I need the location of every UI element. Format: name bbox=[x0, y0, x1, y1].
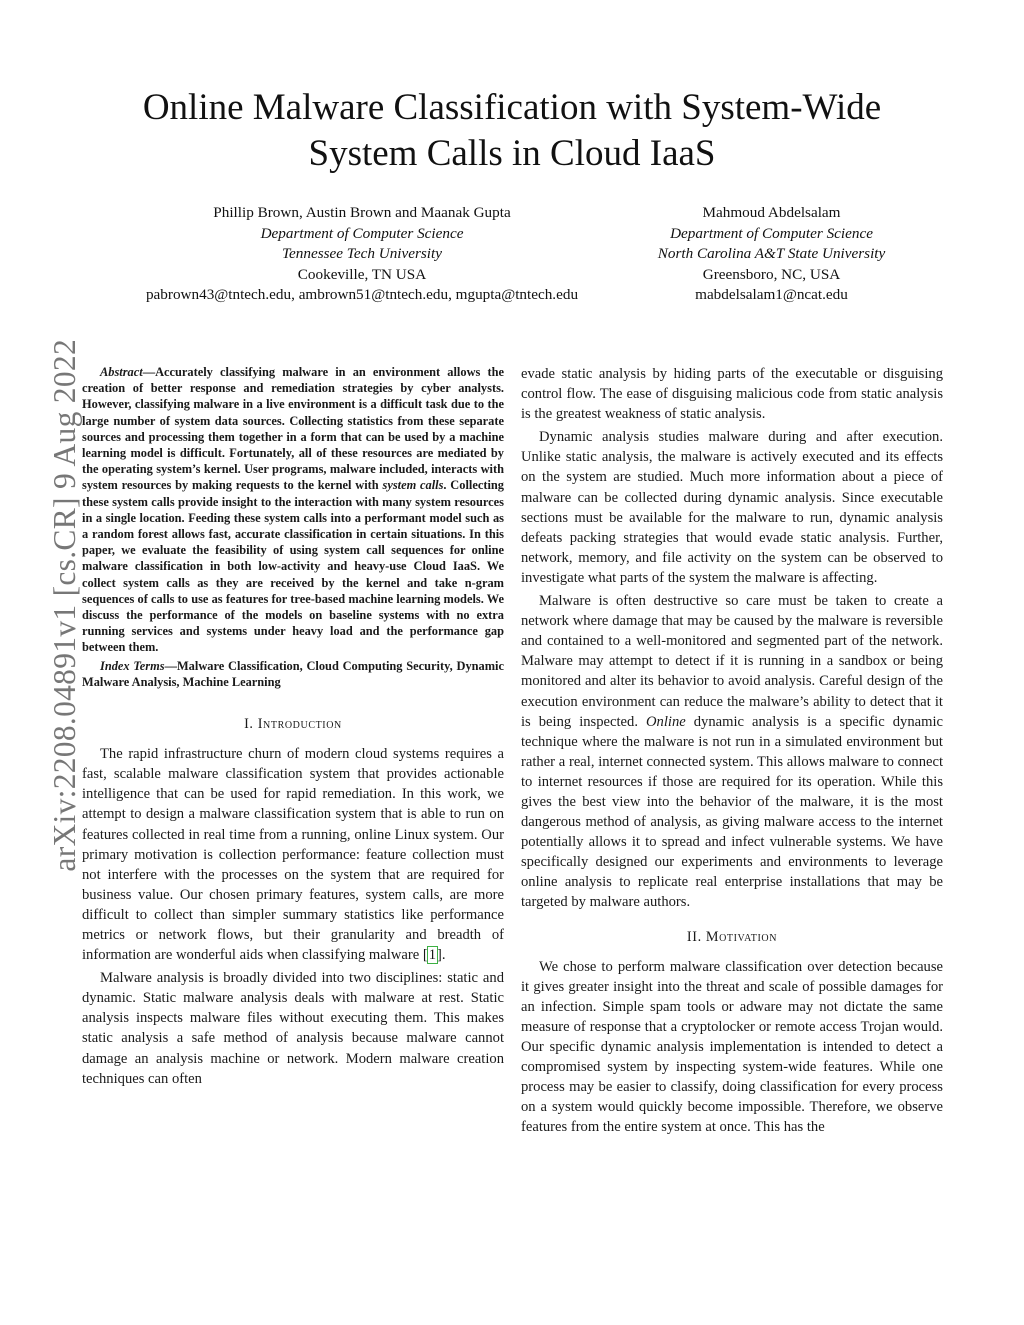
author-block-right bbox=[620, 203, 923, 306]
section-heading-motivation bbox=[521, 927, 943, 947]
abstract-emphasis: system calls bbox=[382, 478, 444, 493]
author-location: Greensboro, NC, USA bbox=[702, 265, 841, 283]
section-heading-introduction bbox=[82, 714, 504, 734]
paragraph-continuation: evade static analysis by hiding parts of the executable or disguising control flow. The ease of disguising malicious code from static analysis is the greatest weakness of static analysis. bbox=[521, 366, 943, 423]
index-terms-text: —Malware Classification, Cloud Computing Security, Dynamic Malware Analysis, Machine Learning bbox=[82, 658, 504, 689]
paper-title-line-1: Online Malware Classification with System-Wide bbox=[142, 87, 882, 128]
abstract-text-part-1: —Accurately classifying malware in an environment allows the creation of better response and remediation strategies by cyber analysts. However, classifying malware in a live environment is a difficult task due to the large number of system data sources. Collecting statistics from these separate sources and processing them together in a form that can be used by a machine learning model is difficult. Fortunately, all of these resources are mediated by the operating system’s kernel. User programs, malware included, interacts with system resources by making requests to the kernel with bbox=[82, 365, 504, 493]
author-department: Department of Computer Science bbox=[260, 224, 464, 242]
paragraph-text: dynamic analysis is a specific dynamic technique where the malware is not run in a simulated environment but rather a real, internet connected system. This allows malware to connect to internet resources if those are required for its operation. While this gives the best view into the behavior of the malware, it is the most dangerous method of analysis, as giving malware access to the internet potentially allows it to spread and infect vulnerable systems. We have specifically designed our experiments and environments to leverage online analysis to replicate real enterprise installations that may be targeted by malware authors. bbox=[521, 713, 943, 911]
citation-link[interactable]: 1 bbox=[428, 947, 436, 964]
left-column bbox=[82, 364, 504, 1089]
right-column bbox=[521, 364, 943, 1137]
paper-title-line-2: System Calls in Cloud IaaS bbox=[308, 133, 716, 174]
paragraph-text: The rapid infrastructure churn of modern cloud systems requires a fast, scalable malware classification system that provides actionable intelligence that can be used for rapid remediation. In this work, we attempt to design a malware classification system that is able to run on features collected in real time from a running, online Linux system. Our primary motivation is collection performance: feature collection must not interfere with the processes on the system that are required for business value. Our chosen primary features, system calls, are more difficult to collect than simpler summary statistics like performance metrics or network flows, but their granularity and breadth of information are wonderful aids when classifying malware [ bbox=[82, 746, 504, 964]
introduction-paragraph-2: Malware analysis is broadly divided into two disciplines: static and dynamic. Static malware analysis deals with malware at rest. Static analysis inspects malware files without executing them. This makes static analysis a safe method of analysis because malware cannot damage an analysis machine or network. Modern malware creation techniques can often bbox=[82, 970, 504, 1087]
section-title: Introduction bbox=[257, 716, 342, 733]
author-department: Department of Computer Science bbox=[670, 224, 873, 242]
section-title: Motivation bbox=[705, 928, 778, 945]
online-analysis-paragraph bbox=[521, 591, 943, 913]
dynamic-analysis-paragraph: Dynamic analysis studies malware during and after execution. Unlike static analysis, the malware is actively executed and its effects on the system are studied. Much more information about a piece of malware can be collected during dynamic analysis. Since executable sections must be available for the malware to run, dynamic analysis defeats packing strategies that would evade static analysis. Further, network, memory, and file activity on the system can be observed to investigate what parts of the system the malware is affecting. bbox=[521, 429, 943, 586]
author-university: Tennessee Tech University bbox=[281, 245, 442, 263]
author-block-left bbox=[100, 203, 624, 306]
author-university: North Carolina A&T State University bbox=[657, 245, 886, 263]
paragraph-emphasis: Online bbox=[646, 713, 686, 730]
index-terms-label: Index Terms bbox=[100, 658, 165, 673]
abstract-text-part-2: . Collecting these system calls provide insight to the interaction with many system resources in a single location. Feeding these system calls into a performant model such as a random forest allows fast, accurate classification in certain situations. In this paper, we evaluate the feasibility of using system call sequences for online malware classification in both low-activity and heavy-use Cloud IaaS. We collect system calls as they are received by the kernel and take n-gram sequences of calls to use as features for tree-based machine learning models. We discuss the performance of the models on baseline systems with no extra running services and systems under heavy load and the performance gap between them. bbox=[82, 478, 504, 655]
abstract-label: Abstract bbox=[100, 365, 143, 379]
paper-title bbox=[80, 85, 944, 177]
abstract bbox=[82, 364, 504, 656]
author-names: Phillip Brown, Austin Brown and Maanak Gupta bbox=[213, 204, 511, 221]
author-emails: pabrown43@tntech.edu, ambrown51@tntech.edu, mgupta@tntech.edu bbox=[145, 286, 579, 304]
section-number: II. bbox=[686, 928, 706, 945]
introduction-paragraph-1 bbox=[82, 744, 504, 965]
index-terms bbox=[82, 658, 504, 690]
arxiv-identifier-text: arXiv:2208.04891v1 [cs.CR] 9 Aug 2022 bbox=[47, 339, 82, 872]
motivation-paragraph-1: We chose to perform malware classification over detection because it gives greater insight into the threat and scale of possible damages for an infection. Simple spam tools or adware may not dictate the same measure of response that a cryptolocker or remote access Trojan would. Our specific dynamic analysis implementation is intended to detect a compromised system by inspecting system-wide features. While one process may be easier to classify, doing classification for every process on a system would quickly become impossible. Therefore, we observe features from the entire system at once. This has the bbox=[521, 958, 943, 1136]
section-number: I. bbox=[244, 716, 258, 733]
author-location: Cookeville, TN USA bbox=[297, 265, 427, 283]
author-emails: mabdelsalam1@ncat.edu bbox=[695, 286, 848, 304]
author-names: Mahmoud Abdelsalam bbox=[702, 204, 841, 221]
paragraph-text: ]. bbox=[436, 947, 446, 964]
paragraph-text: Malware is often destructive so care must be taken to create a network where damage that may be caused by the malware is reversible and contained to a well-monitored and segmented part of the network. Malware may attempt to detect if it is running in a sandbox or being monitored and alter its behavior to avoid analysis. Careful design of the execution environment can reduce the malware’s ability to detect that it is being inspected. bbox=[521, 593, 943, 730]
